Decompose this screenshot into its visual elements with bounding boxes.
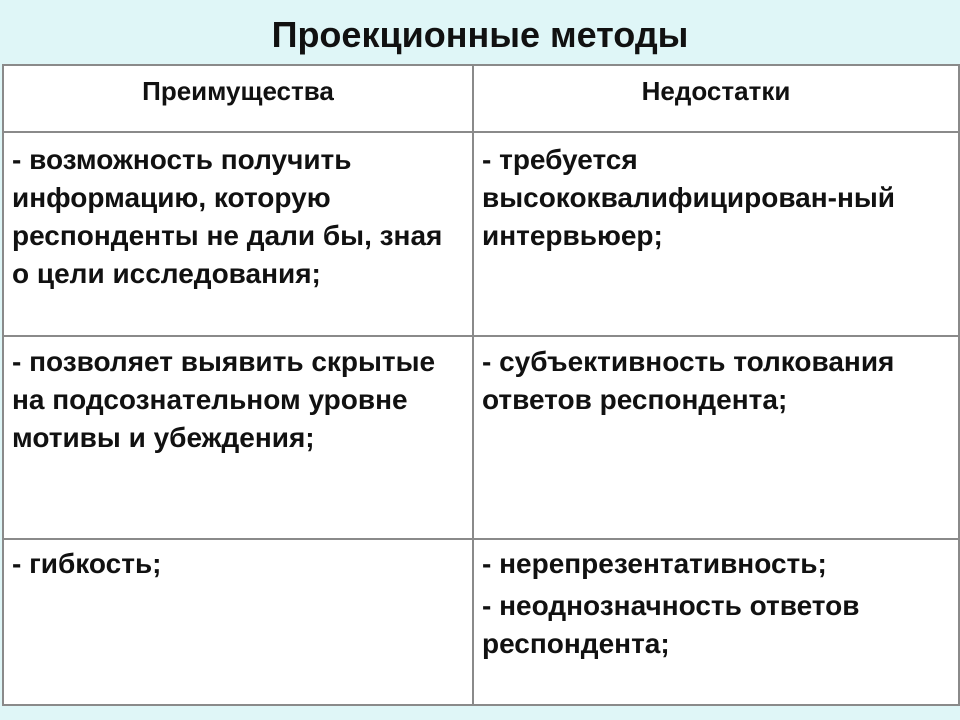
cell-text: - нерепрезентативность; xyxy=(482,548,827,579)
table-row-3-advantage xyxy=(12,545,467,583)
table-row-3-disadvantage xyxy=(482,545,952,663)
table-row-2-disadvantage xyxy=(482,343,952,419)
cell-text: - позволяет выявить скрытые на подсознательном уровне мотивы и убеждения; xyxy=(12,346,436,453)
cell-text: - гибкость; xyxy=(12,548,162,579)
cell-text: - субъективность толкования ответов респондента; xyxy=(482,346,895,415)
table-divider xyxy=(4,335,958,337)
table-row-2-advantage xyxy=(12,343,467,457)
header-advantages: Преимущества xyxy=(142,76,334,106)
cell-text: - требуется высококвалифицирован-ный интервьюер; xyxy=(482,144,896,251)
cell-text: - возможность получить информацию, которую респонденты не дали бы, зная о цели исследования; xyxy=(12,144,443,289)
table-divider xyxy=(472,66,474,704)
slide-title: Проекционные методы xyxy=(271,14,689,55)
header-disadvantages: Недостатки xyxy=(641,76,791,106)
table-row-1-advantage xyxy=(12,141,467,293)
cell-text: - неоднозначность ответов респондента; xyxy=(482,590,860,659)
table-divider xyxy=(4,538,958,540)
table-row-1-disadvantage xyxy=(482,141,952,255)
table-divider xyxy=(4,131,958,133)
comparison-table xyxy=(2,64,960,706)
